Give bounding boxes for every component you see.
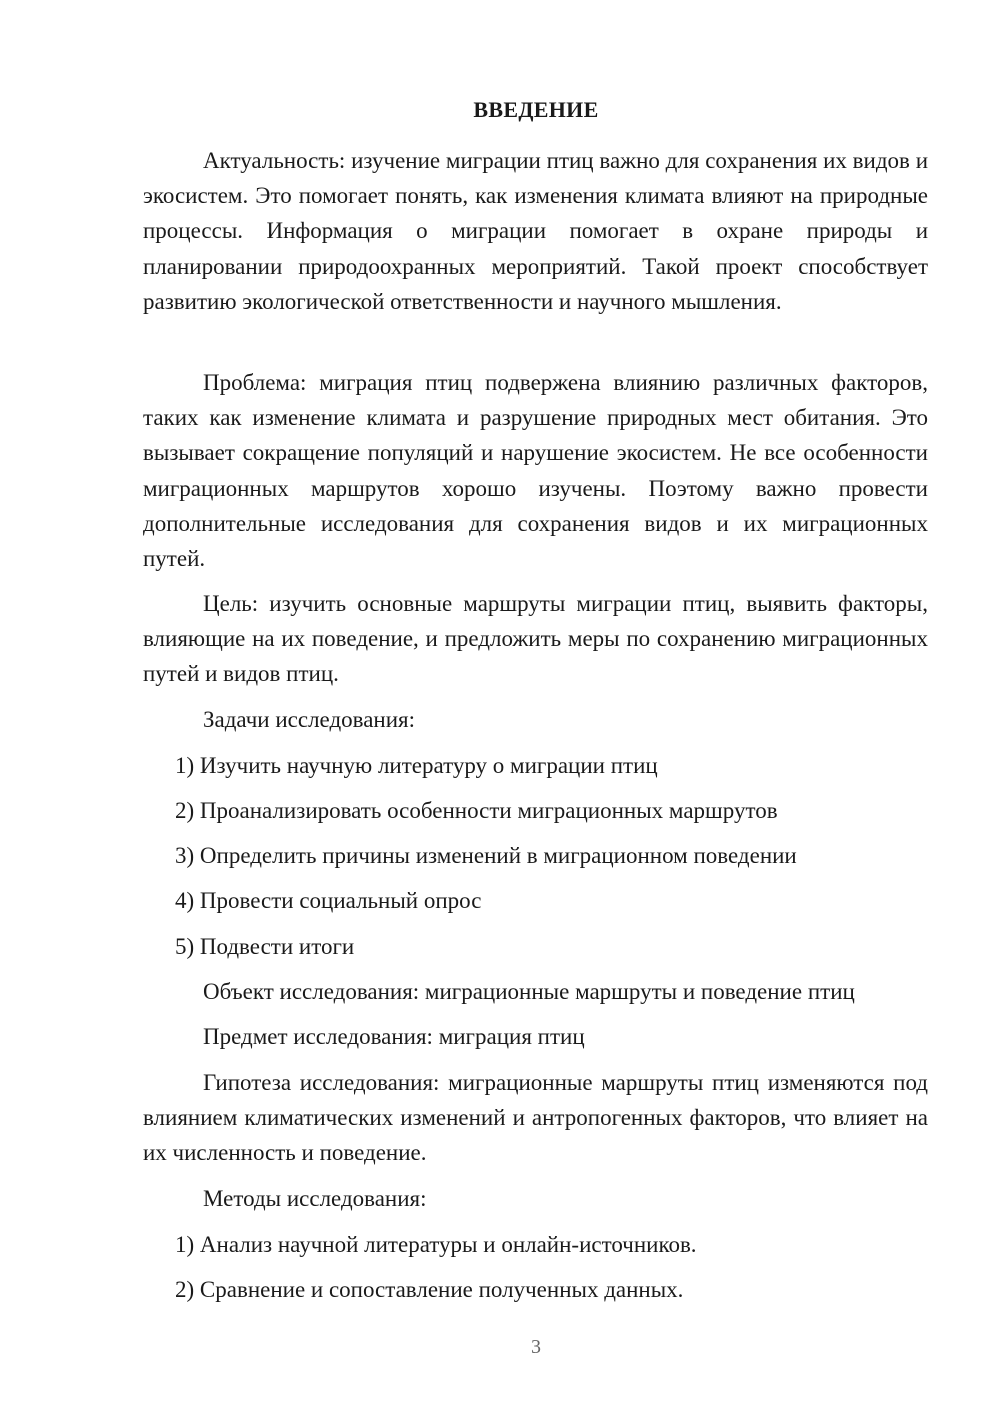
task-item: 5) Подвести итоги [175, 934, 355, 959]
task-item: 4) Провести социальный опрос [175, 888, 482, 913]
task-item: 2) Проанализировать особенности миграционных маршрутов [175, 798, 778, 823]
task-item: 1) Изучить научную литературу о миграции птиц [175, 753, 658, 778]
methods-heading: Методы исследования: [203, 1186, 427, 1211]
problem-paragraph: Проблема: миграция птиц подвержена влиянию различных факторов, таких как изменение климата и разрушение природных мест обитания. Это вызывает сокращение популяций и нарушение экосистем. Не все особенности миграционных маршрутов хорошо изучены. Поэтому важно провести дополнительные исследования для сохранения видов и их миграционных путей. [143, 370, 928, 572]
task-item: 3) Определить причины изменений в миграционном поведении [175, 843, 797, 868]
goal-paragraph: Цель: изучить основные маршруты миграции птиц, выявить факторы, влияющие на их поведение, и предложить меры по сохранению миграционных путей и видов птиц. [143, 591, 928, 687]
research-object: Объект исследования: миграционные маршруты и поведение птиц [203, 979, 855, 1004]
research-subject: Предмет исследования: миграция птиц [203, 1024, 585, 1049]
method-item: 2) Сравнение и сопоставление полученных данных. [175, 1277, 684, 1302]
hypothesis-paragraph: Гипотеза исследования: миграционные маршруты птиц изменяются под влиянием климатических изменений и антропогенных факторов, что влияет на их численность и поведение. [143, 1070, 928, 1166]
page-title: ВВЕДЕНИЕ [473, 97, 599, 122]
method-item: 1) Анализ научной литературы и онлайн-источников. [175, 1232, 697, 1257]
page-number: 3 [531, 1336, 541, 1358]
tasks-heading: Задачи исследования: [203, 707, 416, 732]
relevance-paragraph: Актуальность: изучение миграции птиц важно для сохранения их видов и экосистем. Это помогает понять, как изменения климата влияют на природные процессы. Информация о миграции помогает в охране природы и планировании природоохранных мероприятий. Такой проект способствует развитию экологической ответственности и научного мышления. [143, 148, 928, 314]
